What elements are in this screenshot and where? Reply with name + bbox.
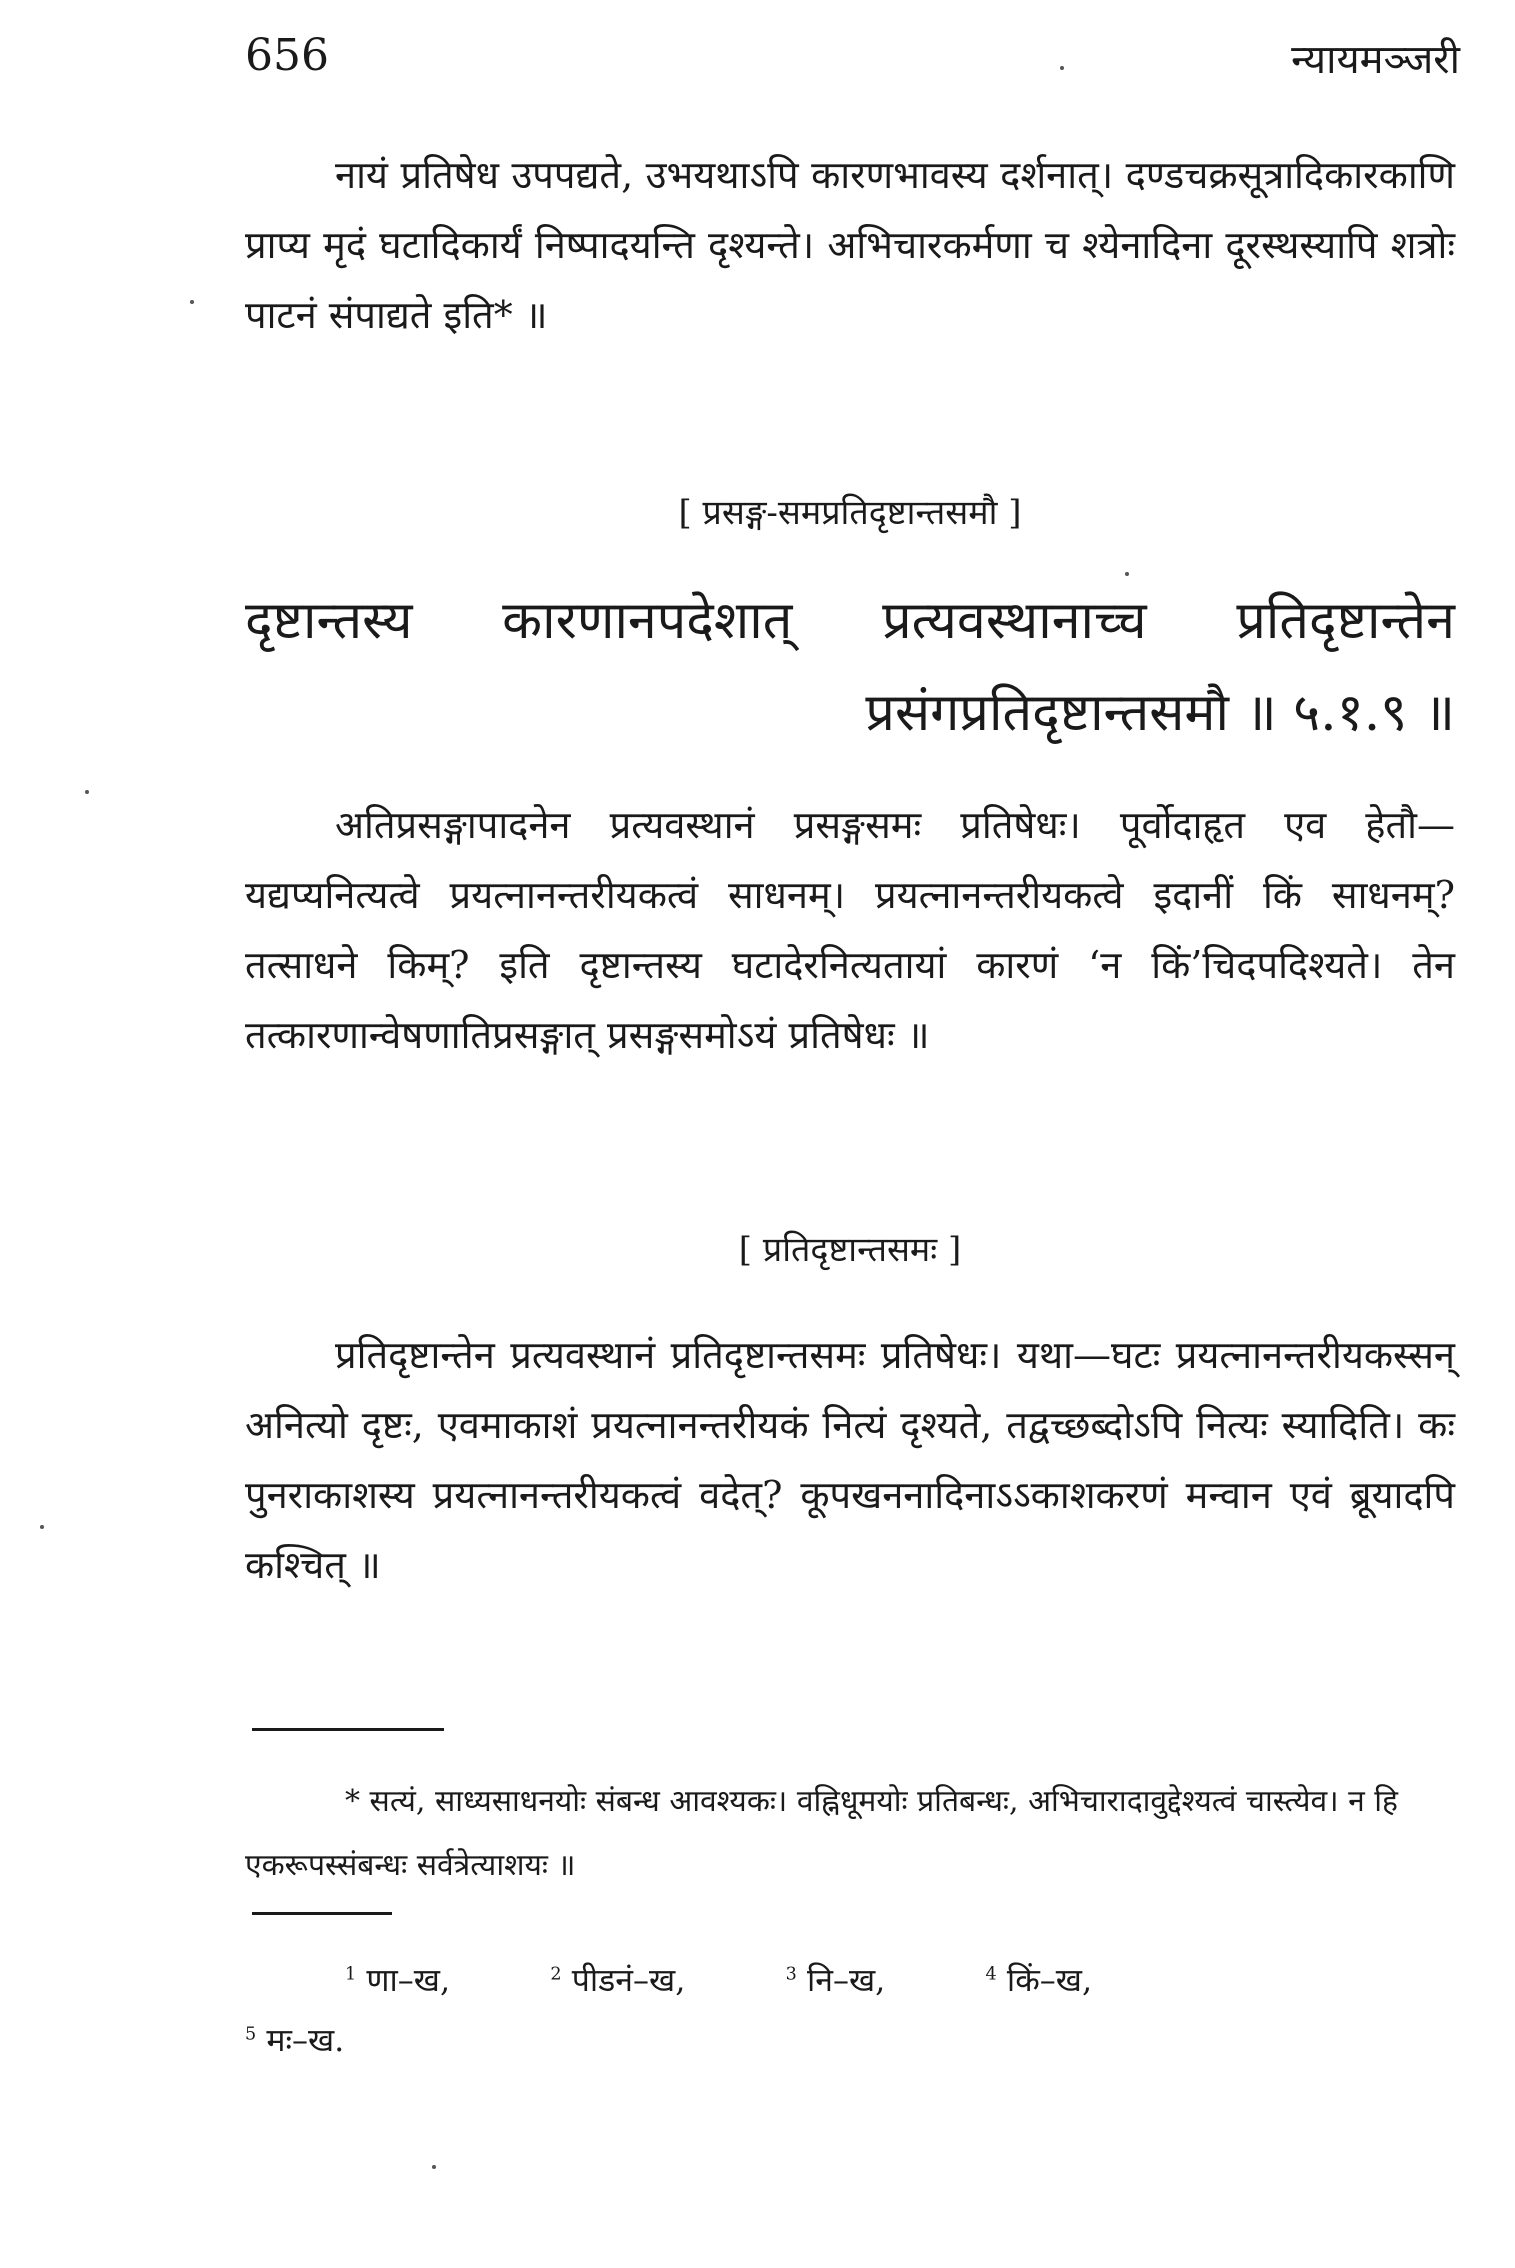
variant-row-2 bbox=[245, 2010, 1345, 2070]
footnote-star: * सत्यं, साध्यसाधनयोः संबन्ध आवश्यकः। वह्निधूमयोः प्रतिबन्धः, अभिचारादावुद्देश्यत्वं चास्त्येव। न हि एकरूपस्संबन्धः सर्वत्रेत्याशयः ॥ bbox=[245, 1784, 1398, 1883]
footnote-separator-rule bbox=[252, 1728, 444, 1731]
variant-reading bbox=[245, 2010, 344, 2070]
variant-number: 4 bbox=[985, 1964, 997, 1985]
page-number: 656 bbox=[245, 30, 329, 81]
scan-speck bbox=[190, 300, 194, 304]
variant-text: णा–ख, bbox=[366, 1961, 451, 1999]
scan-speck bbox=[1125, 572, 1129, 576]
running-head: न्यायमञ्जरी bbox=[1291, 37, 1460, 83]
section-heading-prasanga: [ प्रसङ्ग-समप्रतिदृष्टान्तसमौ ] bbox=[678, 493, 1022, 533]
variant-text: पीडनं–ख, bbox=[571, 1961, 686, 1999]
variant-reading bbox=[550, 1950, 685, 2010]
paragraph-2: अतिप्रसङ्गापादनेन प्रत्यवस्थानं प्रसङ्गसमः प्रतिषेधः। पूर्वोदाहृत एव हेतौ—यद्यप्यनित्यत्वे प्रयत्नानन्तरीयकत्वं साधनम्। प्रयत्नानन्तरीयकत्वे इदानीं किं साधनम्? तत्साधने किम्? इति दृष्टान्तस्य घटादेरनित्यतायां कारणं ‘न किं’चिदपदिश्यते। तेन तत्कारणान्वेषणातिप्रसङ्गात् प्रसङ्गसमोऽयं प्रतिषेधः ॥ bbox=[245, 803, 1455, 1057]
section-heading-pratidrstanta: [ प्रतिदृष्टान्तसमः ] bbox=[738, 1230, 962, 1270]
page-header bbox=[245, 30, 1460, 90]
scan-speck bbox=[40, 1525, 44, 1529]
variant-number: 5 bbox=[245, 2024, 257, 2045]
variant-text: मः–ख. bbox=[266, 2021, 345, 2059]
paragraph-3: प्रतिदृष्टान्तेन प्रत्यवस्थानं प्रतिदृष्टान्तसमः प्रतिषेधः। यथा—घटः प्रयत्नानन्तरीयकस्सन् अनित्यो दृष्टः, एवमाकाशं प्रयत्नानन्तरीयकं नित्यं दृश्यते, तद्वच्छब्दोऽपि नित्यः स्यादिति। कः पुनराकाशस्य प्रयत्नानन्तरीयकत्वं वदेत्? कूपखननादिनाऽऽकाशकरणं मन्वान एवं ब्रूयादपि कश्चित् ॥ bbox=[245, 1333, 1455, 1587]
variant-number: 3 bbox=[785, 1964, 797, 1985]
variant-text: किं–ख, bbox=[1006, 1961, 1093, 1999]
variants-separator-rule bbox=[252, 1912, 392, 1915]
sutra-line-2: प्रसंगप्रतिदृष्टान्तसमौ ॥ ५.१.९ ॥ bbox=[865, 683, 1455, 743]
paragraph-1: नायं प्रतिषेध उपपद्यते, उभयथाऽपि कारणभावस्य दर्शनात्। दण्डचक्रसूत्रादिकारकाणि प्राप्य मृदं घटादिकार्यं निष्पादयन्ति दृश्यन्ते। अभिचारकर्मणा च श्येनादिना दूरस्थस्यापि शत्रोः पाटनं संपाद्यते इति* ॥ bbox=[245, 153, 1455, 337]
variant-number: 2 bbox=[550, 1964, 562, 1985]
sutra-line-1: दृष्टान्तस्य कारणानपदेशात् प्रत्यवस्थानाच्च प्रतिदृष्टान्तेन bbox=[245, 591, 1455, 651]
variant-number: 1 bbox=[345, 1964, 357, 1985]
variant-reading bbox=[986, 1950, 1093, 2010]
variant-readings bbox=[245, 1950, 1345, 2070]
scan-speck bbox=[1060, 66, 1064, 70]
scan-speck bbox=[432, 2165, 436, 2169]
variant-row-1 bbox=[245, 1950, 1345, 2010]
scan-speck bbox=[85, 790, 89, 794]
variant-text: नि–ख, bbox=[806, 1961, 886, 1999]
variant-reading bbox=[345, 1950, 450, 2010]
sutra-block bbox=[245, 575, 1455, 759]
variant-reading bbox=[786, 1950, 886, 2010]
